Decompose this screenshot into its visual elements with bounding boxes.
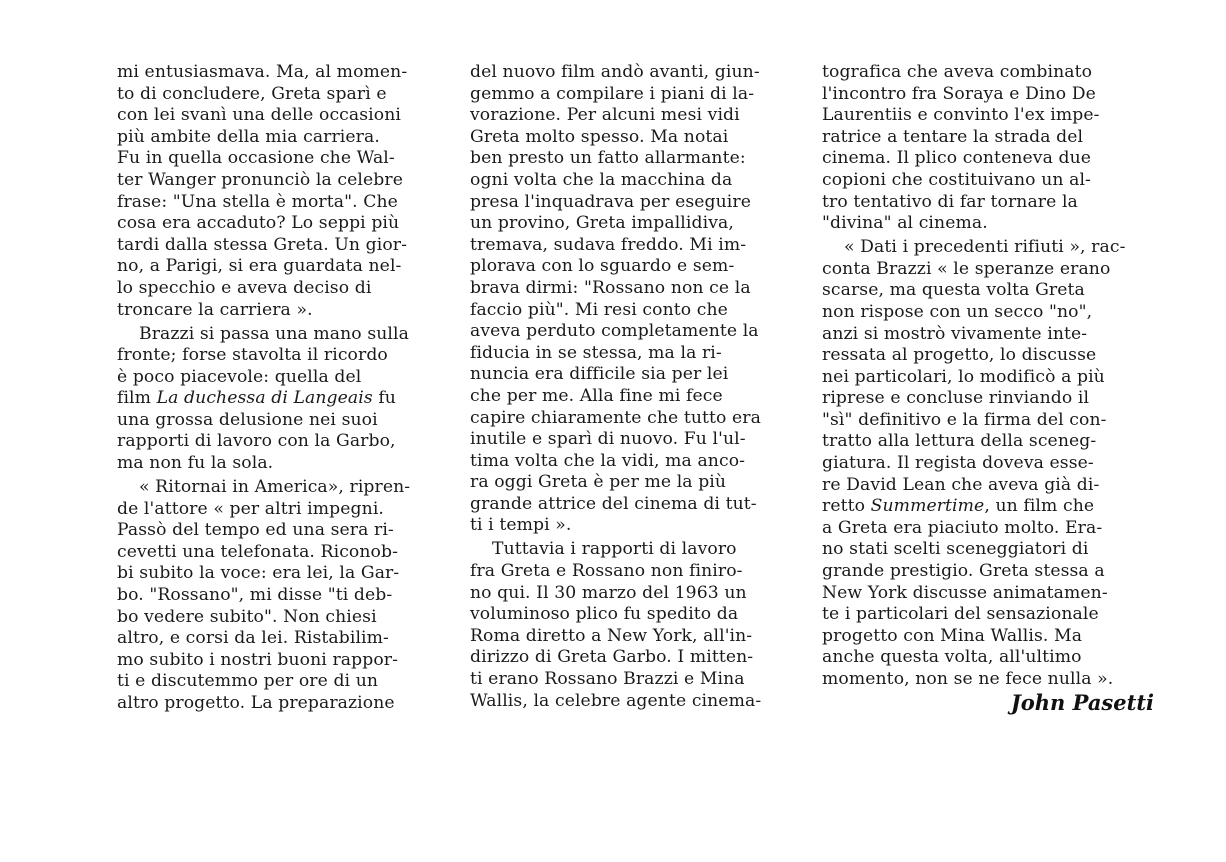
text-line: ti e discutemmo per ore di un: [117, 671, 379, 692]
text-line: te i particolari del sensazionale: [822, 604, 1099, 625]
text-line: cosa era accaduto? Lo seppi più: [117, 213, 400, 234]
text-line: grande prestigio. Greta stessa a: [822, 561, 1105, 582]
text-line: plorava con lo sguardo e sem-: [470, 256, 735, 277]
text-line: inutile e sparì di nuovo. Fu l'ul-: [470, 429, 746, 450]
text-line: brava dirmi: "Rossano non ce la: [470, 277, 751, 298]
text-line: bi subito la voce: era lei, la Gar-: [117, 563, 400, 584]
text-line: Brazzi si passa una mano sulla: [139, 323, 409, 344]
text-line: no, a Parigi, si era guardata nel-: [117, 256, 402, 277]
text-line: no stati scelti sceneggiatori di: [822, 539, 1089, 560]
article-column-1: [117, 62, 450, 715]
text-line: ma non fu la sola.: [117, 453, 274, 474]
text-line: lo specchio e aveva deciso di: [117, 277, 372, 298]
text-line: ben presto un fatto allarmante:: [470, 148, 746, 169]
text-line: fiducia in se stessa, ma la ri-: [470, 342, 722, 363]
text-line: conta Brazzi « le speranze erano: [822, 258, 1111, 279]
text-line: dirizzo di Greta Garbo. I mitten-: [470, 647, 754, 668]
text-line: scarse, ma questa volta Greta: [822, 280, 1085, 301]
text-segment: film: [117, 388, 157, 409]
text-line: troncare la carriera ».: [117, 299, 313, 320]
text-line: « Ritornai in America», ripren-: [139, 477, 411, 498]
text-line: fronte; forse stavolta il ricordo: [117, 345, 388, 366]
text-segment: , un film che: [984, 496, 1095, 517]
text-line: "sì" definitivo e la firma del con-: [822, 409, 1107, 430]
text-line: non rispose con un secco "no",: [822, 301, 1093, 322]
text-line: tima volta che la vidi, ma anco-: [470, 450, 746, 471]
text-line: re David Lean che aveva già di-: [822, 474, 1100, 495]
text-line: tardi dalla stessa Greta. Un gior-: [117, 234, 408, 255]
text-line: gemmo a compilare i piani di la-: [470, 83, 755, 104]
text-line: tratto alla lettura della sceneg-: [822, 431, 1097, 452]
text-line: New York discusse animatamen-: [822, 582, 1108, 603]
text-line: copioni che costituivano un al-: [822, 169, 1091, 190]
text-line: [822, 496, 1156, 518]
text-line: ressata al progetto, lo discusse: [822, 345, 1097, 366]
text-line: Passò del tempo ed una sera ri-: [117, 520, 394, 541]
text-line: tro tentativo di far tornare la: [822, 191, 1078, 212]
text-line: Roma diretto a New York, all'in-: [470, 625, 753, 646]
text-line: tremava, sudava freddo. Mi im-: [470, 234, 747, 255]
text-line: bo. "Rossano", mi disse "ti deb-: [117, 585, 393, 606]
text-line: anche questa volta, all'ultimo: [822, 647, 1082, 668]
text-line: ratrice a tentare la strada del: [822, 126, 1084, 147]
text-line: tografica che aveva combinato: [822, 62, 1093, 82]
text-line: un provino, Greta impallidiva,: [470, 213, 734, 234]
text-line: presa l'inquadrava per eseguire: [470, 191, 751, 212]
text-line: momento, non se ne fece nulla ».: [822, 669, 1114, 690]
text-line: « Dati i precedenti rifiuti », rac-: [844, 237, 1126, 258]
text-line: a Greta era piaciuto molto. Era-: [822, 517, 1103, 538]
text-line: no qui. Il 30 marzo del 1963 un: [470, 582, 747, 603]
text-line: che per me. Alla fine mi fece: [470, 385, 723, 406]
text-line: frase: "Una stella è morta". Che: [117, 191, 398, 212]
text-line: capire chiaramente che tutto era: [470, 407, 761, 428]
text-segment: retto: [822, 496, 871, 517]
text-line: "divina" al cinema.: [822, 213, 988, 234]
text-line: ra oggi Greta è per me la più: [470, 472, 727, 493]
text-line: riprese e concluse rinviando il: [822, 388, 1090, 409]
text-line: nei particolari, lo modificò a più: [822, 366, 1105, 387]
text-line: aveva perduto completamente la: [470, 321, 759, 342]
text-line: ogni volta che la macchina da: [470, 169, 733, 190]
text-line: cevetti una telefonata. Riconob-: [117, 541, 398, 562]
text-line: grande attrice del cinema di tut-: [470, 493, 757, 514]
article-column-3: [822, 62, 1156, 691]
text-line: to di concludere, Greta sparì e: [117, 83, 387, 104]
text-line: cinema. Il plico conteneva due: [822, 148, 1092, 169]
text-line: altro, e corsi da lei. Ristabilim-: [117, 628, 389, 649]
text-line: mo subito i nostri buoni rappor-: [117, 649, 398, 670]
text-line: l'incontro fra Soraya e Dino De: [822, 83, 1096, 104]
text-line: Tuttavia i rapporti di lavoro: [492, 539, 737, 560]
text-line: anzi si mostrò vivamente inte-: [822, 323, 1088, 344]
text-line: bo vedere subito". Non chiesi: [117, 606, 377, 627]
text-line: voluminoso plico fu spedito da: [470, 604, 739, 625]
text-line: progetto con Mina Wallis. Ma: [822, 625, 1083, 646]
text-line: una grossa delusione nei suoi: [117, 409, 378, 430]
text-line: ti erano Rossano Brazzi e Mina: [470, 669, 745, 690]
text-line: de l'attore « per altri impegni.: [117, 498, 384, 519]
text-line: con lei svanì una delle occasioni: [117, 105, 401, 126]
text-line: del nuovo film andò avanti, giun-: [470, 62, 760, 82]
text-line: vorazione. Per alcuni mesi vidi: [470, 105, 740, 126]
text-line: rapporti di lavoro con la Garbo,: [117, 431, 396, 452]
text-line: faccio più". Mi resi conto che: [470, 299, 728, 320]
text-line: ter Wanger pronunciò la celebre: [117, 169, 403, 190]
italic-title: La duchessa di Langeais: [156, 388, 373, 409]
article-column-2: [470, 62, 808, 712]
text-line: mi entusiasmava. Ma, al momen-: [117, 62, 408, 82]
text-line: ti i tempi ».: [470, 515, 572, 536]
author-signature: John Pasetti: [1010, 690, 1154, 715]
text-line: è poco piacevole: quella del: [117, 366, 362, 387]
text-line: Laurentiis e convinto l'ex impe-: [822, 105, 1100, 126]
text-line: [117, 388, 450, 410]
text-line: nuncia era difficile sia per lei: [470, 364, 729, 385]
text-line: Greta molto spesso. Ma notai: [470, 126, 729, 147]
text-segment: fu: [372, 388, 396, 409]
text-line: altro progetto. La preparazione: [117, 693, 395, 713]
text-line: Wallis, la celebre agente cinema-: [470, 690, 762, 711]
text-line: più ambite della mia carriera.: [117, 126, 380, 147]
text-line: fra Greta e Rossano non finiro-: [470, 561, 743, 582]
text-line: Fu in quella occasione che Wal-: [117, 148, 395, 169]
italic-title: Summertime: [870, 496, 985, 517]
text-line: giatura. Il regista doveva esse-: [822, 453, 1094, 474]
